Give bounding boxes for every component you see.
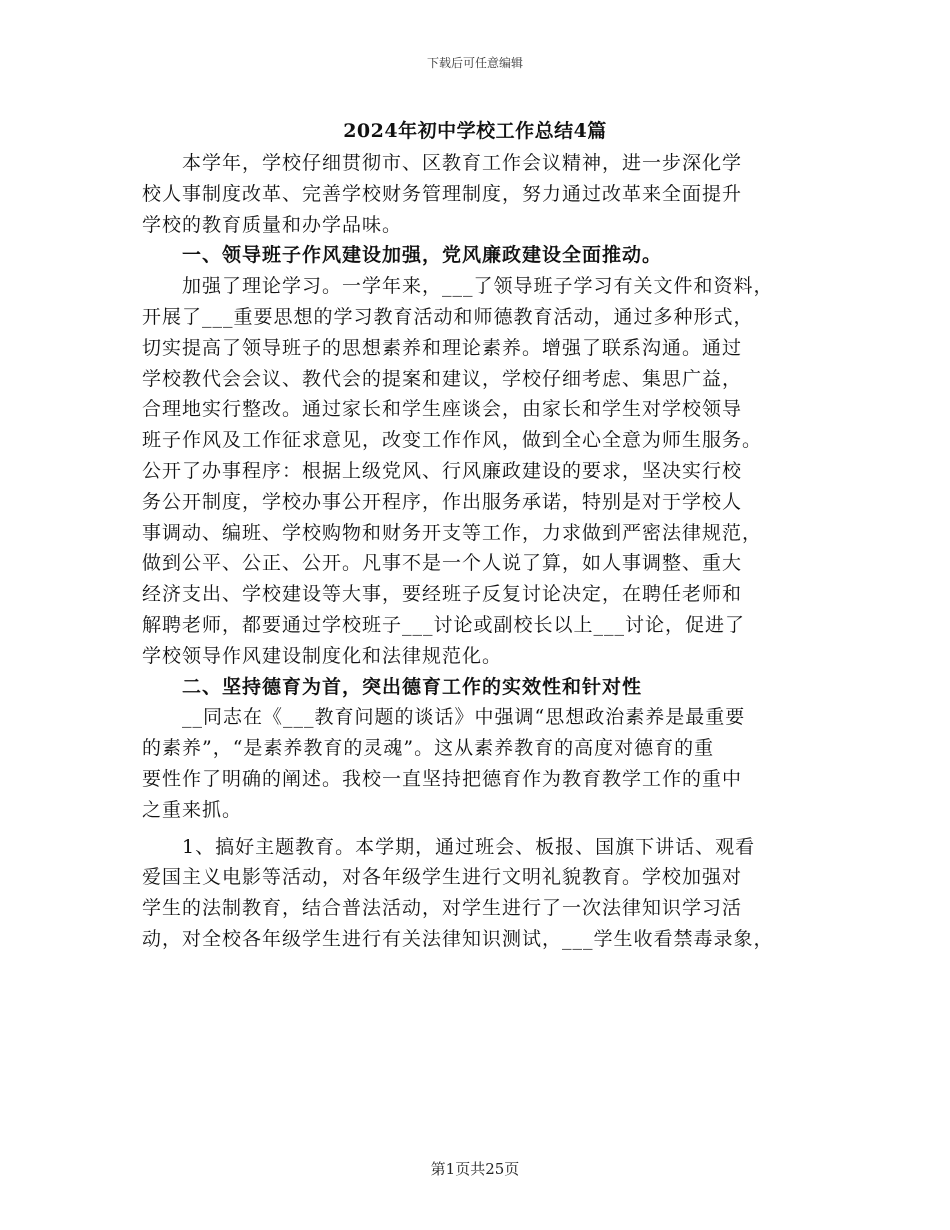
text-line: 之重来抓。 bbox=[142, 798, 243, 821]
text-line: 爱国主义电影等活动，对各年级学生进行文明礼貌教育。学校加强对 bbox=[142, 866, 743, 889]
text-line: 公开了办事程序：根据上级党风、行风廉政建设的要求，坚决实行校 bbox=[142, 459, 743, 482]
text-line: 加强了理论学习。一学年来，___了领导班子学习有关文件和资料， bbox=[182, 275, 774, 298]
text-line: 解聘老师，都要通过学校班子___讨论或副校长以上___讨论，促进了 bbox=[142, 613, 746, 636]
document-title: 2024年初中学校工作总结4篇 bbox=[343, 120, 607, 142]
page-header: 下载后可任意编辑 bbox=[426, 56, 523, 70]
text-line: __同志在《___教育问题的谈话》中强调“思想政治素养是最重要 bbox=[182, 706, 746, 729]
text-line: 的素养”，“是素养教育的灵魂”。这从素养教育的高度对德育的重 bbox=[142, 737, 715, 760]
text-line: 合理地实行整改。通过家长和学生座谈会，由家长和学生对学校领导 bbox=[142, 398, 743, 421]
document-body bbox=[142, 148, 832, 955]
text-line: 本学年，学校仔细贯彻市、区教育工作会议精神，进一步深化学 bbox=[182, 152, 743, 174]
text-line: 学校的教育质量和办学品味。 bbox=[142, 213, 403, 236]
text-line: 学生的法制教育，结合普法活动，对学生进行了一次法律知识学习活 bbox=[142, 897, 743, 920]
text-line: 事调动、编班、学校购物和财务开支等工作，力求做到严密法律规范， bbox=[142, 521, 763, 544]
text-line: 学校领导作风建设制度化和法律规范化。 bbox=[142, 644, 503, 667]
text-line: 要性作了明确的阐述。我校一直坚持把德育作为教育教学工作的重中 bbox=[142, 767, 743, 790]
page-footer: 第1页共25页 bbox=[430, 1160, 520, 1178]
text-line: 动，对全校各年级学生进行有关法律知识测试，___学生收看禁毒录象， bbox=[142, 927, 774, 950]
section-heading: 一、领导班子作风建设加强，党风廉政建设全面推动。 bbox=[182, 244, 663, 267]
text-line: 校人事制度改革、完善学校财务管理制度，努力通过改革来全面提升 bbox=[142, 182, 743, 205]
text-line: 学校教代会会议、教代会的提案和建议，学校仔细考虑、集思广益， bbox=[142, 367, 743, 390]
text-line: 务公开制度，学校办事公开程序，作出服务承诺，特别是对于学校人 bbox=[142, 490, 743, 513]
text-line: 开展了___重要思想的学习教育活动和师德教育活动，通过多种形式， bbox=[142, 305, 754, 328]
text-line: 做到公平、公正、公开。凡事不是一个人说了算，如人事调整、重大 bbox=[142, 552, 743, 575]
text-line: 班子作风及工作征求意见，改变工作作风，做到全心全意为师生服务。 bbox=[142, 429, 763, 452]
text-line: 切实提高了领导班子的思想素养和理论素养。增强了联系沟通。通过 bbox=[142, 336, 743, 359]
text-line: 经济支出、学校建设等大事，要经班子反复讨论决定，在聘任老师和 bbox=[142, 583, 743, 606]
section-heading: 二、坚持德育为首，突出德育工作的实效性和针对性 bbox=[182, 675, 643, 698]
text-line: 1、搞好主题教育。本学期，通过班会、板报、国旗下讲话、观看 bbox=[182, 835, 756, 858]
